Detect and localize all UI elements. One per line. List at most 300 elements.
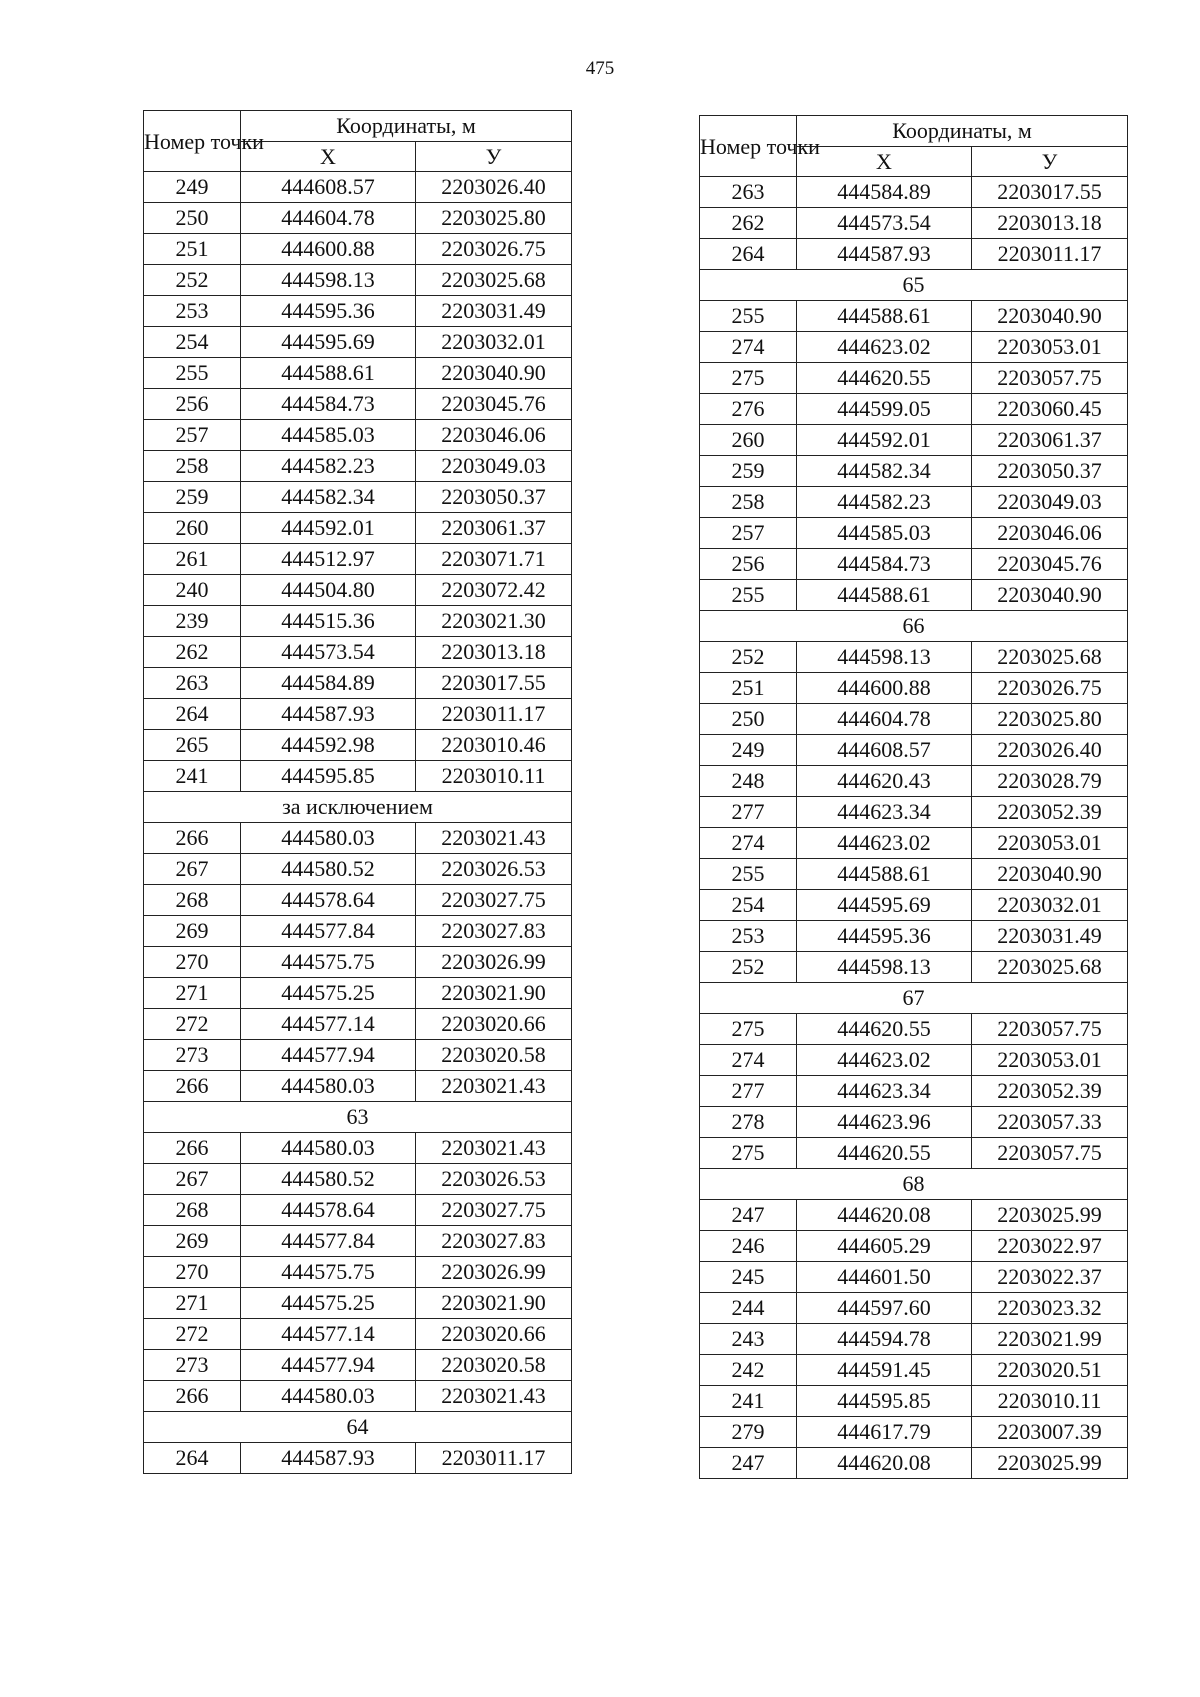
point-number-cell: 276 — [700, 394, 797, 425]
y-coordinate-cell: 2203021.90 — [416, 978, 572, 1009]
y-coordinate-cell: 2203026.75 — [972, 673, 1128, 704]
x-coordinate-cell: 444580.03 — [241, 1133, 416, 1164]
x-coordinate-cell: 444588.61 — [797, 859, 972, 890]
point-number-cell: 254 — [700, 890, 797, 921]
y-coordinate-cell: 2203049.03 — [972, 487, 1128, 518]
x-coordinate-cell: 444584.89 — [241, 668, 416, 699]
coordinates-table-right — [699, 115, 1128, 1479]
y-coordinate-cell: 2203053.01 — [972, 1045, 1128, 1076]
y-coordinate-cell: 2203025.80 — [972, 704, 1128, 735]
x-coordinate-cell: 444620.55 — [797, 363, 972, 394]
x-coordinate-cell: 444595.69 — [241, 327, 416, 358]
table-row — [144, 885, 572, 916]
x-coordinate-cell: 444584.73 — [797, 549, 972, 580]
x-coordinate-cell: 444620.55 — [797, 1138, 972, 1169]
point-number-cell: 257 — [700, 518, 797, 549]
y-coordinate-cell: 2203025.68 — [416, 265, 572, 296]
point-number-cell: 275 — [700, 363, 797, 394]
y-coordinate-cell: 2203027.83 — [416, 916, 572, 947]
table-row — [700, 704, 1128, 735]
x-coordinate-cell: 444605.29 — [797, 1231, 972, 1262]
x-coordinate-cell: 444578.64 — [241, 885, 416, 916]
y-coordinate-cell: 2203052.39 — [972, 797, 1128, 828]
x-coordinate-cell: 444577.84 — [241, 1226, 416, 1257]
y-coordinate-cell: 2203021.99 — [972, 1324, 1128, 1355]
y-coordinate-cell: 2203061.37 — [972, 425, 1128, 456]
x-coordinate-cell: 444573.54 — [797, 208, 972, 239]
y-coordinate-cell: 2203025.68 — [972, 952, 1128, 983]
table-row — [700, 859, 1128, 890]
x-coordinate-cell: 444595.85 — [797, 1386, 972, 1417]
y-coordinate-cell: 2203025.99 — [972, 1448, 1128, 1479]
section-label: 65 — [700, 270, 1128, 301]
y-coordinate-cell: 2203046.06 — [416, 420, 572, 451]
table-body — [700, 177, 1128, 1479]
point-number-cell: 278 — [700, 1107, 797, 1138]
point-number-cell: 266 — [144, 1381, 241, 1412]
x-coordinate-cell: 444595.36 — [241, 296, 416, 327]
x-coordinate-cell: 444515.36 — [241, 606, 416, 637]
x-coordinate-cell: 444623.34 — [797, 1076, 972, 1107]
point-number-cell: 277 — [700, 797, 797, 828]
table-row — [700, 673, 1128, 704]
point-number-cell: 244 — [700, 1293, 797, 1324]
point-number-cell: 252 — [700, 952, 797, 983]
y-coordinate-cell: 2203049.03 — [416, 451, 572, 482]
y-coordinate-cell: 2203027.83 — [416, 1226, 572, 1257]
point-number-cell: 271 — [144, 1288, 241, 1319]
point-number-cell: 270 — [144, 1257, 241, 1288]
y-coordinate-cell: 2203050.37 — [416, 482, 572, 513]
x-coordinate-cell: 444588.61 — [241, 358, 416, 389]
table-row — [700, 363, 1128, 394]
x-coordinate-cell: 444604.78 — [241, 203, 416, 234]
table-row — [144, 1226, 572, 1257]
table-row — [700, 797, 1128, 828]
point-number-cell: 254 — [144, 327, 241, 358]
x-coordinate-cell: 444600.88 — [241, 234, 416, 265]
x-coordinate-cell: 444598.13 — [241, 265, 416, 296]
point-number-cell: 253 — [700, 921, 797, 952]
section-row — [700, 611, 1128, 642]
point-number-cell: 253 — [144, 296, 241, 327]
y-coordinate-cell: 2203021.43 — [416, 823, 572, 854]
point-number-cell: 255 — [144, 358, 241, 389]
x-coordinate-cell: 444617.79 — [797, 1417, 972, 1448]
y-coordinate-cell: 2203057.75 — [972, 1138, 1128, 1169]
table-row — [700, 952, 1128, 983]
table-row — [144, 1040, 572, 1071]
y-coordinate-cell: 2203021.90 — [416, 1288, 572, 1319]
y-coordinate-cell: 2203010.11 — [972, 1386, 1128, 1417]
point-number-cell: 259 — [700, 456, 797, 487]
y-coordinate-cell: 2203021.43 — [416, 1133, 572, 1164]
y-coordinate-cell: 2203052.39 — [972, 1076, 1128, 1107]
x-coordinate-cell: 444582.34 — [797, 456, 972, 487]
x-coordinate-cell: 444620.55 — [797, 1014, 972, 1045]
table-row — [144, 947, 572, 978]
x-coordinate-cell: 444598.13 — [797, 642, 972, 673]
y-coordinate-cell: 2203013.18 — [972, 208, 1128, 239]
section-row — [700, 983, 1128, 1014]
point-number-cell: 264 — [144, 1443, 241, 1474]
table-row — [700, 1107, 1128, 1138]
y-coordinate-cell: 2203031.49 — [416, 296, 572, 327]
y-coordinate-cell: 2203010.11 — [416, 761, 572, 792]
point-number-cell: 261 — [144, 544, 241, 575]
y-coordinate-cell: 2203046.06 — [972, 518, 1128, 549]
section-label: 66 — [700, 611, 1128, 642]
y-coordinate-cell: 2203057.75 — [972, 1014, 1128, 1045]
table-row — [144, 1009, 572, 1040]
table-row — [700, 549, 1128, 580]
y-coordinate-cell: 2203040.90 — [972, 301, 1128, 332]
table-row — [144, 1164, 572, 1195]
coordinates-header: Координаты, м — [797, 116, 1128, 147]
x-header: Х — [241, 142, 416, 172]
table-row — [144, 730, 572, 761]
x-coordinate-cell: 444592.01 — [241, 513, 416, 544]
table-row — [700, 890, 1128, 921]
y-coordinate-cell: 2203061.37 — [416, 513, 572, 544]
x-coordinate-cell: 444620.08 — [797, 1200, 972, 1231]
table-row — [700, 735, 1128, 766]
point-number-cell: 266 — [144, 823, 241, 854]
table-row — [144, 978, 572, 1009]
point-number-cell: 243 — [700, 1324, 797, 1355]
point-number-cell: 269 — [144, 916, 241, 947]
table-row — [700, 921, 1128, 952]
x-coordinate-cell: 444577.14 — [241, 1009, 416, 1040]
section-row — [144, 1102, 572, 1133]
table-row — [700, 828, 1128, 859]
table-row — [144, 1257, 572, 1288]
x-coordinate-cell: 444608.57 — [241, 172, 416, 203]
point-number-cell: 277 — [700, 1076, 797, 1107]
x-coordinate-cell: 444575.25 — [241, 1288, 416, 1319]
table-row — [144, 172, 572, 203]
table-row — [144, 1288, 572, 1319]
x-coordinate-cell: 444584.73 — [241, 389, 416, 420]
point-number-cell: 272 — [144, 1319, 241, 1350]
x-coordinate-cell: 444604.78 — [797, 704, 972, 735]
x-coordinate-cell: 444580.52 — [241, 1164, 416, 1195]
point-number-cell: 242 — [700, 1355, 797, 1386]
y-coordinate-cell: 2203026.75 — [416, 234, 572, 265]
table-row — [144, 1195, 572, 1226]
table-row — [144, 544, 572, 575]
point-number-cell: 262 — [144, 637, 241, 668]
table-row — [700, 332, 1128, 363]
table-row — [144, 575, 572, 606]
table-row — [700, 301, 1128, 332]
y-coordinate-cell: 2203040.90 — [972, 859, 1128, 890]
x-coordinate-cell: 444623.02 — [797, 1045, 972, 1076]
y-coordinate-cell: 2203050.37 — [972, 456, 1128, 487]
table-row — [700, 1200, 1128, 1231]
table-row — [144, 823, 572, 854]
x-coordinate-cell: 444623.96 — [797, 1107, 972, 1138]
y-coordinate-cell: 2203026.53 — [416, 1164, 572, 1195]
section-row — [700, 1169, 1128, 1200]
table-row — [700, 394, 1128, 425]
table-row — [700, 487, 1128, 518]
point-number-cell: 279 — [700, 1417, 797, 1448]
point-number-cell: 258 — [700, 487, 797, 518]
y-coordinate-cell: 2203021.43 — [416, 1071, 572, 1102]
table-row — [144, 1443, 572, 1474]
x-coordinate-cell: 444578.64 — [241, 1195, 416, 1226]
point-number-cell: 251 — [144, 234, 241, 265]
y-coordinate-cell: 2203007.39 — [972, 1417, 1128, 1448]
point-number-cell: 271 — [144, 978, 241, 1009]
table-row — [144, 358, 572, 389]
x-coordinate-cell: 444600.88 — [797, 673, 972, 704]
table-row — [700, 208, 1128, 239]
x-coordinate-cell: 444580.52 — [241, 854, 416, 885]
x-coordinate-cell: 444623.34 — [797, 797, 972, 828]
section-row — [700, 270, 1128, 301]
point-number-cell: 264 — [144, 699, 241, 730]
table-row — [700, 1076, 1128, 1107]
table-row — [700, 1262, 1128, 1293]
table-row — [700, 1386, 1128, 1417]
x-coordinate-cell: 444577.94 — [241, 1040, 416, 1071]
point-number-cell: 268 — [144, 885, 241, 916]
y-coordinate-cell: 2203031.49 — [972, 921, 1128, 952]
point-number-cell: 255 — [700, 859, 797, 890]
point-number-cell: 249 — [144, 172, 241, 203]
point-number-cell: 259 — [144, 482, 241, 513]
table-row — [144, 637, 572, 668]
x-coordinate-cell: 444580.03 — [241, 1381, 416, 1412]
table-row — [144, 1381, 572, 1412]
y-coordinate-cell: 2203020.66 — [416, 1319, 572, 1350]
y-coordinate-cell: 2203017.55 — [416, 668, 572, 699]
x-coordinate-cell: 444599.05 — [797, 394, 972, 425]
point-number-cell: 272 — [144, 1009, 241, 1040]
x-coordinate-cell: 444595.85 — [241, 761, 416, 792]
table-row — [700, 1324, 1128, 1355]
table-row — [700, 766, 1128, 797]
point-number-cell: 258 — [144, 451, 241, 482]
x-coordinate-cell: 444597.60 — [797, 1293, 972, 1324]
table-row — [144, 234, 572, 265]
point-number-cell: 260 — [700, 425, 797, 456]
x-coordinate-cell: 444620.08 — [797, 1448, 972, 1479]
table-row — [144, 203, 572, 234]
y-coordinate-cell: 2203013.18 — [416, 637, 572, 668]
point-number-cell: 249 — [700, 735, 797, 766]
x-coordinate-cell: 444582.34 — [241, 482, 416, 513]
x-coordinate-cell: 444582.23 — [797, 487, 972, 518]
y-coordinate-cell: 2203028.79 — [972, 766, 1128, 797]
x-coordinate-cell: 444588.61 — [797, 301, 972, 332]
y-coordinate-cell: 2203011.17 — [416, 699, 572, 730]
point-number-cell: 241 — [700, 1386, 797, 1417]
y-coordinate-cell: 2203053.01 — [972, 828, 1128, 859]
y-coordinate-cell: 2203022.97 — [972, 1231, 1128, 1262]
point-number-header: Номер точки — [700, 116, 797, 177]
y-coordinate-cell: 2203021.43 — [416, 1381, 572, 1412]
point-number-cell: 275 — [700, 1014, 797, 1045]
x-coordinate-cell: 444623.02 — [797, 332, 972, 363]
point-number-cell: 267 — [144, 854, 241, 885]
y-coordinate-cell: 2203027.75 — [416, 885, 572, 916]
point-number-cell: 247 — [700, 1200, 797, 1231]
x-coordinate-cell: 444623.02 — [797, 828, 972, 859]
y-coordinate-cell: 2203021.30 — [416, 606, 572, 637]
table-row — [144, 1071, 572, 1102]
point-number-cell: 257 — [144, 420, 241, 451]
table-row — [700, 1448, 1128, 1479]
coordinates-table-left — [143, 110, 572, 1474]
point-number-cell: 250 — [700, 704, 797, 735]
y-coordinate-cell: 2203026.40 — [972, 735, 1128, 766]
table-row — [700, 642, 1128, 673]
table-row — [144, 854, 572, 885]
table-row — [700, 580, 1128, 611]
point-number-cell: 275 — [700, 1138, 797, 1169]
table-row — [700, 1231, 1128, 1262]
x-coordinate-cell: 444582.23 — [241, 451, 416, 482]
x-coordinate-cell: 444575.75 — [241, 1257, 416, 1288]
y-coordinate-cell: 2203026.99 — [416, 947, 572, 978]
table-row — [144, 1350, 572, 1381]
section-row — [144, 792, 572, 823]
section-label: 63 — [144, 1102, 572, 1133]
x-coordinate-cell: 444620.43 — [797, 766, 972, 797]
x-coordinate-cell: 444594.78 — [797, 1324, 972, 1355]
y-coordinate-cell: 2203017.55 — [972, 177, 1128, 208]
table-row — [144, 296, 572, 327]
table-row — [700, 1045, 1128, 1076]
table-row — [144, 513, 572, 544]
point-number-cell: 273 — [144, 1350, 241, 1381]
table-row — [700, 425, 1128, 456]
table-row — [144, 668, 572, 699]
point-number-cell: 252 — [700, 642, 797, 673]
y-coordinate-cell: 2203020.66 — [416, 1009, 572, 1040]
table-row — [144, 761, 572, 792]
section-label: 68 — [700, 1169, 1128, 1200]
table-row — [144, 327, 572, 358]
point-number-cell: 264 — [700, 239, 797, 270]
point-number-cell: 246 — [700, 1231, 797, 1262]
point-number-cell: 252 — [144, 265, 241, 296]
table-row — [144, 389, 572, 420]
x-coordinate-cell: 444592.01 — [797, 425, 972, 456]
point-number-header: Номер точки — [144, 111, 241, 172]
table-row — [700, 239, 1128, 270]
table-row — [700, 1417, 1128, 1448]
x-coordinate-cell: 444580.03 — [241, 1071, 416, 1102]
y-coordinate-cell: 2203026.40 — [416, 172, 572, 203]
point-number-cell: 240 — [144, 575, 241, 606]
point-number-cell: 245 — [700, 1262, 797, 1293]
x-coordinate-cell: 444585.03 — [797, 518, 972, 549]
page-number: 475 — [585, 58, 615, 79]
point-number-cell: 263 — [144, 668, 241, 699]
y-coordinate-cell: 2203027.75 — [416, 1195, 572, 1226]
point-number-cell: 267 — [144, 1164, 241, 1195]
table-body — [144, 172, 572, 1474]
table-row — [700, 1138, 1128, 1169]
table-row — [144, 916, 572, 947]
x-coordinate-cell: 444584.89 — [797, 177, 972, 208]
table-row — [144, 265, 572, 296]
x-coordinate-cell: 444598.13 — [797, 952, 972, 983]
x-coordinate-cell: 444577.84 — [241, 916, 416, 947]
y-coordinate-cell: 2203045.76 — [972, 549, 1128, 580]
x-coordinate-cell: 444587.93 — [241, 1443, 416, 1474]
y-coordinate-cell: 2203025.99 — [972, 1200, 1128, 1231]
x-coordinate-cell: 444592.98 — [241, 730, 416, 761]
x-header: Х — [797, 147, 972, 177]
x-coordinate-cell: 444587.93 — [241, 699, 416, 730]
y-coordinate-cell: 2203011.17 — [972, 239, 1128, 270]
point-number-cell: 262 — [700, 208, 797, 239]
y-header: У — [416, 142, 572, 172]
y-coordinate-cell: 2203020.51 — [972, 1355, 1128, 1386]
x-coordinate-cell: 444575.25 — [241, 978, 416, 1009]
y-coordinate-cell: 2203040.90 — [416, 358, 572, 389]
point-number-cell: 255 — [700, 580, 797, 611]
table-row — [700, 456, 1128, 487]
point-number-cell: 256 — [700, 549, 797, 580]
y-coordinate-cell: 2203045.76 — [416, 389, 572, 420]
y-coordinate-cell: 2203057.33 — [972, 1107, 1128, 1138]
point-number-cell: 251 — [700, 673, 797, 704]
point-number-cell: 273 — [144, 1040, 241, 1071]
y-coordinate-cell: 2203020.58 — [416, 1350, 572, 1381]
point-number-cell: 256 — [144, 389, 241, 420]
y-coordinate-cell: 2203032.01 — [416, 327, 572, 358]
table-row — [144, 606, 572, 637]
y-coordinate-cell: 2203023.32 — [972, 1293, 1128, 1324]
x-coordinate-cell: 444577.14 — [241, 1319, 416, 1350]
y-coordinate-cell: 2203072.42 — [416, 575, 572, 606]
table-row — [144, 482, 572, 513]
y-coordinate-cell: 2203020.58 — [416, 1040, 572, 1071]
point-number-cell: 260 — [144, 513, 241, 544]
point-number-cell: 269 — [144, 1226, 241, 1257]
y-coordinate-cell: 2203025.80 — [416, 203, 572, 234]
y-header: У — [972, 147, 1128, 177]
point-number-cell: 266 — [144, 1071, 241, 1102]
point-number-cell: 265 — [144, 730, 241, 761]
y-coordinate-cell: 2203025.68 — [972, 642, 1128, 673]
point-number-cell: 274 — [700, 828, 797, 859]
x-coordinate-cell: 444595.36 — [797, 921, 972, 952]
table-row — [700, 1014, 1128, 1045]
y-coordinate-cell: 2203040.90 — [972, 580, 1128, 611]
x-coordinate-cell: 444608.57 — [797, 735, 972, 766]
x-coordinate-cell: 444595.69 — [797, 890, 972, 921]
y-coordinate-cell: 2203022.37 — [972, 1262, 1128, 1293]
point-number-cell: 268 — [144, 1195, 241, 1226]
y-coordinate-cell: 2203011.17 — [416, 1443, 572, 1474]
section-row — [144, 1412, 572, 1443]
x-coordinate-cell: 444573.54 — [241, 637, 416, 668]
point-number-cell: 247 — [700, 1448, 797, 1479]
table-row — [700, 177, 1128, 208]
point-number-cell: 266 — [144, 1133, 241, 1164]
point-number-cell: 250 — [144, 203, 241, 234]
point-number-cell: 248 — [700, 766, 797, 797]
point-number-cell: 274 — [700, 332, 797, 363]
y-coordinate-cell: 2203071.71 — [416, 544, 572, 575]
